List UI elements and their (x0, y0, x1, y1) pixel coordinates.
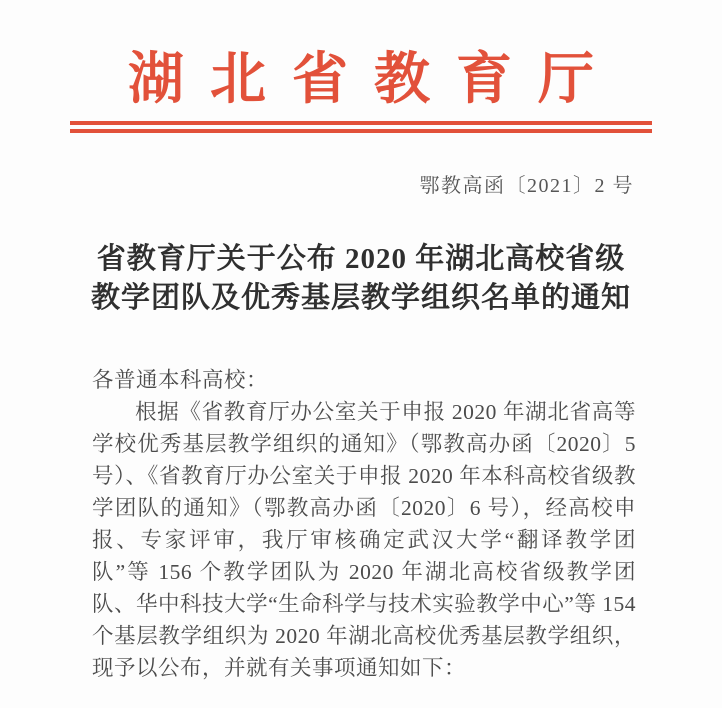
document-title (0, 240, 722, 318)
document-reference-number: 鄂教高函〔2021〕2 号 (419, 175, 634, 197)
document-title-line-2: 教学团队及优秀基层教学组织名单的通知 (90, 282, 631, 314)
rule-bar-bottom (70, 129, 652, 133)
document-body (92, 364, 636, 684)
scanned-official-document (0, 49, 722, 708)
agency-name: 湖北省教育厅 (128, 49, 620, 111)
letterhead-double-rule (70, 121, 652, 133)
body-paragraph: 根据《省教育厅办公室关于申报 2020 年湖北省高等学校优秀基层教学组织的通知》（鄂教高办函〔2020〕5 号）、《省教育厅办公室关于申报 2020 年本科高校省级教学团队的通知》（鄂教高办函〔2020〕6 号），经高校申报、专家评审，我厅审核确定武汉大学“翻译教学团队”等 156 个教学团队为 2020 年湖北高校省级教学团队、华中科技大学“生命科学与技术实验教学中心”等 154 个基层教学组织为 2020 年湖北高校优秀基层教学组织，现予以公布，并就有关事项通知如下： (92, 400, 636, 680)
salutation: 各普通本科高校： (92, 368, 269, 392)
document-title-line-1: 省教育厅关于公布 2020 年湖北高校省级 (96, 243, 626, 275)
letterhead (0, 49, 722, 133)
rule-bar-top (70, 121, 652, 125)
